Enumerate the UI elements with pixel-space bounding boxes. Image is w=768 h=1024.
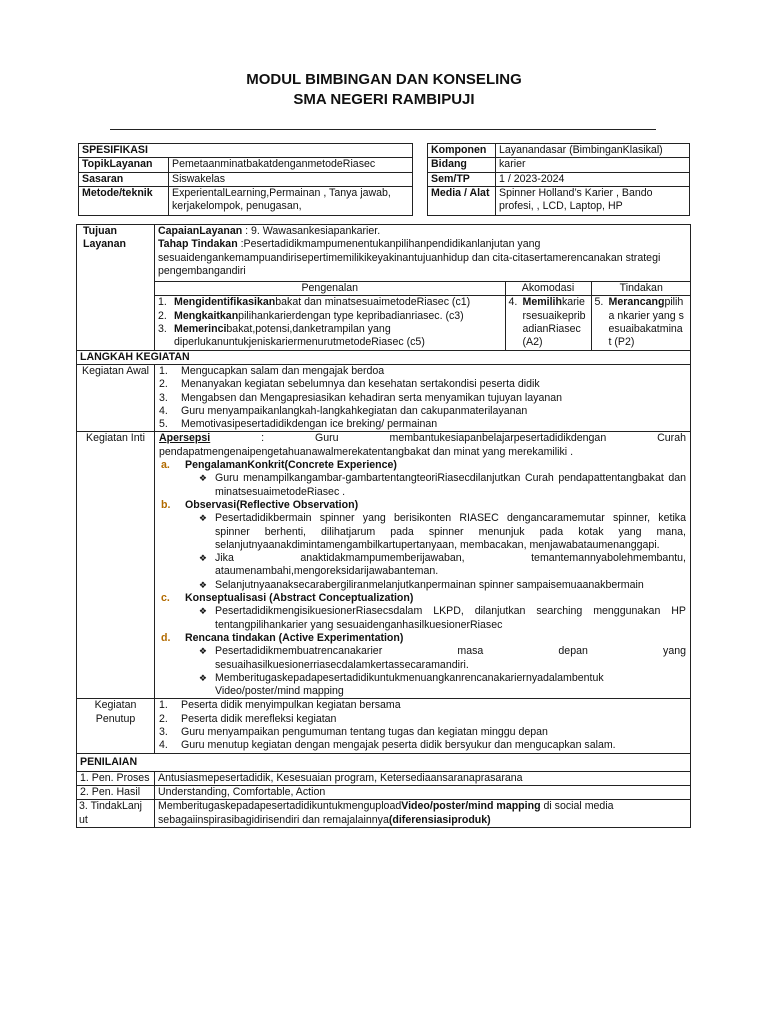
diamond-bullet-icon: ❖	[198, 606, 207, 617]
spec-label-bidang: Bidang	[428, 158, 496, 172]
diamond-bullet-icon: ❖	[198, 672, 207, 683]
list-item: 2. Peserta didik merefleksi kegiatan	[159, 712, 337, 725]
list-item: ❖ PesertadidikmengisikuesionerRiasecsdalam LKPD, dilanjutkan searching menggunakan HP tentangpilihankarier yang sesuaidenganhasilkuesionerRiasec	[159, 605, 686, 632]
item-number: 4.	[508, 296, 518, 309]
list-item: ❖ Selanjutnyaanaksecarabergiliranmelanjutkanpermainan spinner sampaisemuaanakbermain	[159, 579, 686, 592]
item-number: 3.	[158, 323, 167, 336]
list-item: ❖ Pesertadidikmembuatrencanakarier masa depan yang sesuaihasilkuesionerriasecdalamkertassecaramandiri.	[159, 645, 686, 672]
section-d-head: d. Rencana tindakan (Active Experimentation)	[161, 631, 404, 644]
spec-label-topik: TopikLayanan	[79, 158, 169, 172]
apersepsi-text: : Guru membantukesiapanbelajarpesertadidikdengan Curah pendapatmengenaipengetahuanawalmerekatentangbakat dan minat yang merekamiliki .	[159, 432, 686, 458]
list-item: 4. Guru menyampaikanlangkah-langkahkegiatan dan cakupanmaterilayanan	[159, 404, 528, 417]
capaian-value: : 9. Wawasankesiapankarier.	[242, 225, 381, 237]
awal-label: Kegiatan Awal	[77, 364, 155, 431]
item-number: 1.	[158, 296, 167, 309]
capaian-label: CapaianLayanan	[158, 225, 243, 237]
inti-label: Kegiatan Inti	[77, 432, 155, 699]
diamond-bullet-icon: ❖	[198, 473, 207, 484]
diamond-bullet-icon: ❖	[198, 579, 207, 590]
spec-value-komponen: Layanandasar (BimbinganKlasikal)	[496, 144, 690, 158]
diamond-bullet-icon: ❖	[198, 553, 207, 564]
spec-left-table	[78, 143, 413, 216]
diamond-bullet-icon: ❖	[198, 513, 207, 524]
item-bold: Memilih	[522, 296, 562, 309]
tindakan-cell	[591, 296, 691, 350]
list-item: 1. Mengucapkan salam dan mengajak berdoa	[159, 364, 385, 377]
list-item: 3. Mengabsen dan Mengapresiasikan kehadiran serta menyamikan tujuyan layanan	[159, 391, 563, 404]
spec-heading: SPESIFIKASI	[79, 144, 413, 158]
main-table	[76, 224, 691, 828]
spec-value-metode: ExperientalLearning,Permainan , Tanya jawab, kerjakelompok, penugasan,	[169, 186, 413, 215]
section-b-head: b. Observasi(Reflective Observation)	[161, 498, 359, 511]
penutup-label: Kegiatan Penutup	[77, 699, 155, 753]
penilaian-heading: PENILAIAN	[77, 753, 691, 771]
list-item: 4. Guru menutup kegiatan dengan mengajak peserta didik bersyukur dan mengucapkan salam.	[159, 739, 616, 752]
spec-label-metode: Metode/teknik	[79, 186, 169, 215]
list-item: ❖ Jika anaktidakmampumemberijawaban, temantemannyabolehmembantu, ataumenambahi,mengoreksidarijawabanteman.	[159, 552, 686, 579]
tahap-value: :Pesertadidikmampumenentukanpilihanpendidikanlanjutan yang sesuaidengankemampuandirisepertimemilikikeyakinantujuanhidup dan cita-citasertamerencanakan strategi pengembangandiri	[158, 238, 661, 277]
section-c-head: c. Konseptualisasi (Abstract Conceptualization)	[161, 592, 414, 605]
awal-list	[155, 364, 691, 431]
akomodasi-cell	[505, 296, 591, 350]
list-item: ❖ Memberitugaskepadapesertadidikuntukmenuangkanrencanakariernyadalambentuk Video/poster/mind mapping	[159, 672, 686, 699]
tujuan-label: Tujuan Layanan	[77, 225, 155, 351]
list-item: 2. Menanyakan kegiatan sebelumnya dan kesehatan sertakondisi peserta didik	[159, 378, 540, 391]
apersepsi	[159, 432, 686, 459]
spec-value-bidang: karier	[496, 158, 690, 172]
list-item: ❖ Guru menampilkangambar-gambartentangteoriRiasecdilanjutkan Curah pendapattentangbakat dan minatsesuaimetodeRiasec .	[159, 472, 686, 499]
tujuan-subtable	[155, 281, 691, 349]
item-number: 2.	[158, 309, 167, 322]
col-akomodasi: Akomodasi	[505, 282, 591, 296]
proses-value: Antusiasmepesertadidik, Kesesuaian program, Ketersediaansaranaprasarana	[155, 771, 691, 785]
spec-value-sasaran: Siswakelas	[169, 172, 413, 186]
hasil-value: Understanding, Comfortable, Action	[155, 786, 691, 800]
list-item: 5. Memotivasipesertadidikdengan ice breking/ permainan	[159, 418, 438, 431]
col-tindakan: Tindakan	[591, 282, 691, 296]
tahap-label: Tahap Tindakan	[158, 238, 238, 251]
spec-value-semtp: 1 / 2023-2024	[496, 172, 690, 186]
item-bold: Memerinci	[174, 323, 227, 336]
item-text: piliha nkarier yang sesuaibakatmina t (P2)	[608, 296, 684, 349]
list-item: ❖ Pesertadidikbermain spinner yang berisikonten RIASEC dengancaramemutar spinner, ketika spinner berhenti, dilihatjarum pada spinner menunjuk pada kotak yang mana, selanjutnyaanakdimintamengambilkartupertanyaan, membacakan, menjawabataumenanggapi.	[159, 512, 686, 552]
pengenalan-item	[158, 310, 502, 323]
pengenalan-cell	[155, 296, 505, 350]
col-pengenalan: Pengenalan	[155, 282, 505, 296]
tindak-value: MemberitugaskepadapesertadidikuntukmenguploadVideo/poster/mind mapping di social media sebagaiinspirasibagidirisendiri dan remajalainnya(diferensiasiproduk)	[155, 800, 691, 828]
title-divider	[110, 129, 656, 130]
section-a-head: a. PengalamanKonkrit(Concrete Experience)	[161, 459, 397, 472]
item-bold: Merancang	[608, 296, 665, 309]
item-text: pilihankarierdengan type kepribadianriasec. (c3)	[238, 309, 464, 322]
apersepsi-label: Apersepsi	[159, 432, 211, 445]
spec-label-semtp: Sem/TP	[428, 172, 496, 186]
tujuan-content	[155, 225, 691, 351]
proses-label: 1. Pen. Proses	[77, 771, 155, 785]
spec-label-sasaran: Sasaran	[79, 172, 169, 186]
spec-value-media: Spinner Holland’s Karier , Bando profesi, , LCD, Laptop, HP	[496, 186, 690, 215]
diamond-bullet-icon: ❖	[198, 646, 207, 657]
spec-value-topik: PemetaanminatbakatdenganmetodeRiasec	[169, 158, 413, 172]
tindak-label: 3. TindakLanj ut	[77, 800, 155, 828]
langkah-heading: LANGKAH KEGIATAN	[77, 350, 691, 364]
spec-label-media: Media / Alat	[428, 186, 496, 215]
tindakan-item	[595, 296, 689, 349]
item-text: karie rsesuaikeprib adianRiasec (A2)	[522, 296, 586, 349]
penutup-list	[155, 699, 691, 753]
item-text: bakat,potensi,danketrampilan yang diperlukanuntukjeniskariermenurutmetodeRiasec (c5)	[174, 323, 425, 349]
pengenalan-item	[158, 296, 502, 309]
item-number: 5.	[594, 296, 604, 309]
inti-content	[155, 432, 691, 699]
list-item: 3. Guru menyampaikan pengumuman tentang tugas dan kegiatan minggu depan	[159, 725, 548, 738]
item-bold: Mengkaitkan	[174, 309, 239, 322]
document-title: MODUL BIMBINGAN DAN KONSELING	[246, 71, 522, 88]
item-bold: Mengidentifikasikan	[174, 296, 276, 309]
akomodasi-item	[509, 296, 588, 349]
school-name: SMA NEGERI RAMBIPUJI	[293, 91, 475, 108]
spec-right-table	[427, 143, 690, 216]
hasil-label: 2. Pen. Hasil	[77, 786, 155, 800]
item-text: bakat dan minatsesuaimetodeRiasec (c1)	[275, 296, 471, 309]
pengenalan-item	[158, 323, 502, 350]
spec-label-komponen: Komponen	[428, 144, 496, 158]
list-item: 1. Peserta didik menyimpulkan kegiatan bersama	[159, 699, 401, 712]
